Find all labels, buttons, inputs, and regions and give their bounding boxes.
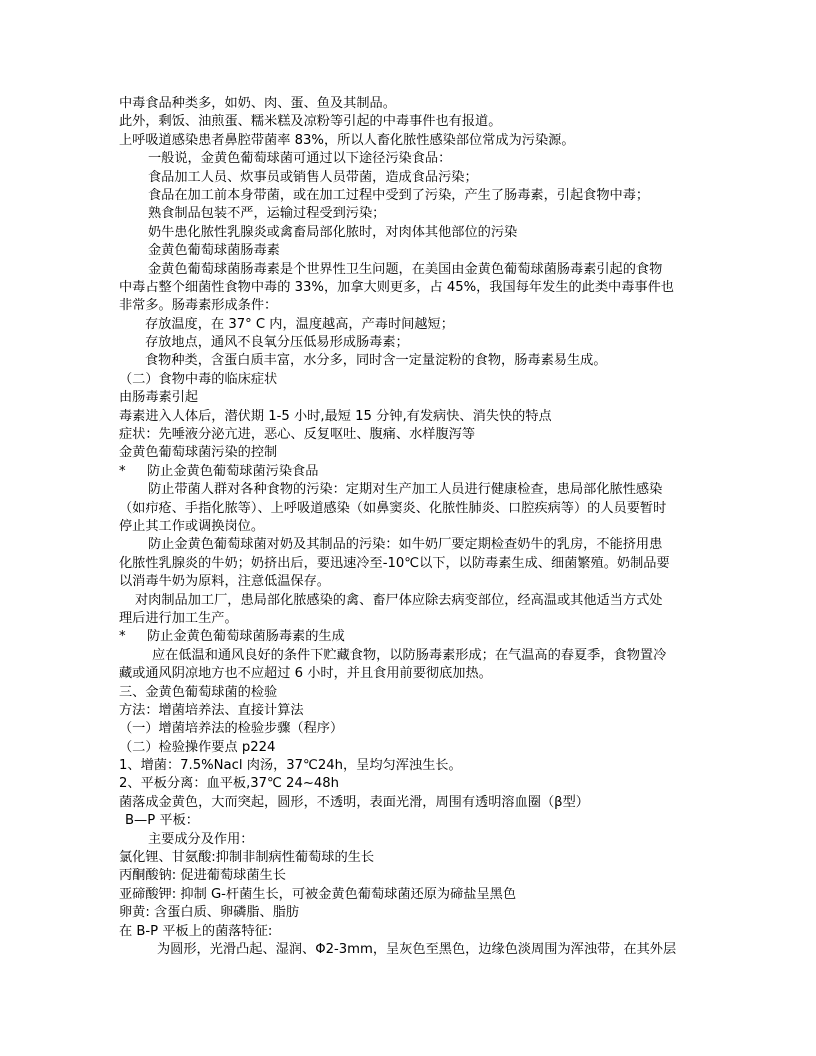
section-heading: 金黄色葡萄球菌肠毒素	[148, 243, 280, 259]
text-line: 非常多。肠毒素形成条件：	[119, 298, 278, 314]
section-heading: （二）食物中毒的临床症状	[119, 371, 278, 387]
text-line: 上呼吸道感染患者鼻腔带菌率 83%，所以人畜化脓性感染部位常成为污染源。	[119, 132, 575, 148]
text-line: 卵黄: 含蛋白质、卵磷脂、脂肪	[119, 905, 300, 921]
text-line: 理后进行加工生产。	[119, 610, 238, 626]
section-heading: 金黄色葡萄球菌污染的控制	[119, 445, 278, 461]
text-line: （如疖疮、手指化脓等）、上呼吸道感染（如鼻窦炎、化脓性肺炎、口腔疾病等）的人员要暂时	[119, 500, 667, 516]
text-line: 食品加工人员、炊事员或销售人员带菌，造成食品污染；	[148, 169, 478, 185]
text-line: 存放温度，在 37° C 内，温度越高，产毒时间越短；	[145, 316, 454, 332]
text-line: 由肠毒素引起	[119, 390, 199, 406]
text-line: 此外，剩饭、油煎蛋、糯米糕及凉粉等引起的中毒事件也有报道。	[119, 114, 502, 130]
text-line: 奶牛患化脓性乳腺炎或禽畜局部化脓时，对肉体其他部位的污染	[148, 224, 518, 240]
text-line: 亚碲酸钾: 抑制 G-杆菌生长，可被金黄色葡萄球菌还原为碲盐呈黑色	[119, 886, 517, 902]
text-line: 应在低温和通风良好的条件下贮藏食物，以防肠毒素形成；在气温高的春夏季，食物置冷	[152, 647, 667, 663]
text-line: 食品在加工前本身带菌，或在加工过程中受到了污染，产生了肠毒素，引起食物中毒；	[148, 187, 650, 203]
text-line: 中毒占整个细菌性食物中毒的 33%，加拿大则更多，占 45%，我国每年发生的此类中毒事件也	[119, 279, 674, 295]
text-line: 2、平板分离：血平板,37℃ 24~48h	[119, 776, 340, 792]
text-line: （二）检验操作要点 p224	[119, 739, 276, 755]
bullet-marker: *	[119, 463, 126, 479]
text-line: 一般说，金黄色葡萄球菌可通过以下途径污染食品：	[148, 151, 452, 167]
text-line: 存放地点，通风不良氧分压低易形成肠毒素；	[145, 335, 409, 351]
text-line: 熟食制品包装不严，运输过程受到污染；	[148, 206, 386, 222]
text-line: 方法：增菌培养法、直接计算法	[119, 702, 304, 718]
bullet-text: 防止金黄色葡萄球菌污染食品	[147, 463, 319, 479]
bullet-line	[119, 628, 709, 646]
text-line: 症状：先唾液分泌亢进，恶心、反复呕吐、腹痛、水样腹泻等	[119, 427, 476, 443]
text-line: 对肉制品加工厂，患局部化脓感染的禽、畜尸体应除去病变部位，经高温或其他适当方式处	[135, 592, 663, 608]
text-line: B—P 平板：	[125, 813, 199, 829]
bullet-line	[119, 463, 709, 481]
text-line: 化脓性乳腺炎的牛奶；奶挤出后，要迅速冷至-10℃以下，以防毒素生成、细菌繁殖。奶制品要	[119, 555, 670, 571]
text-line: 以消毒牛奶为原料，注意低温保存。	[119, 574, 330, 590]
text-line: 防止带菌人群对各种食物的污染：定期对生产加工人员进行健康检查，患局部化脓性感染	[148, 482, 663, 498]
text-line: 停止其工作或调换岗位。	[119, 518, 265, 534]
text-line: 防止金黄色葡萄球菌对奶及其制品的污染：如牛奶厂要定期检查奶牛的乳房，不能挤用患	[148, 537, 663, 553]
text-line: 金黄色葡萄球菌肠毒素是个世界性卫生问题，在美国由金黄色葡萄球菌肠毒素引起的食物	[148, 261, 663, 277]
text-line: 中毒食品种类多，如奶、肉、蛋、鱼及其制品。	[119, 96, 396, 111]
text-line: 为圆形，光滑凸起、湿润、Φ2-3mm，呈灰色至黑色，边缘色淡周围为浑浊带，在其外层	[157, 941, 677, 957]
text-line: （一）增菌培养法的检验步骤（程序）	[119, 721, 344, 737]
text-line: 菌落成金黄色，大而突起，圆形，不透明，表面光滑，周围有透明溶血圈（β型）	[119, 794, 589, 810]
text-line: 在 B-P 平板上的菌落特征:	[119, 923, 273, 939]
document-page	[119, 95, 709, 959]
bullet-text: 防止金黄色葡萄球菌肠毒素的生成	[147, 629, 345, 645]
section-heading: 三、金黄色葡萄球菌的检验	[119, 684, 278, 700]
text-line: 主要成分及作用：	[148, 831, 254, 847]
text-line: 藏或通风阴凉地方也不应超过 6 小时，并且食用前要彻底加热。	[119, 666, 492, 682]
text-line: 毒素进入人体后，潜伏期 1-5 小时,最短 15 分钟,有发病快、消失快的特点	[119, 408, 552, 424]
text-line: 氯化锂、甘氨酸:抑制非制病性葡萄球的生长	[119, 850, 375, 866]
text-line: 1、增菌：7.5%Nacl 肉汤，37℃24h，呈均匀浑浊生长。	[119, 758, 462, 774]
bullet-marker: *	[119, 629, 126, 645]
text-line: 食物种类，含蛋白质丰富，水分多，同时含一定量淀粉的食物，肠毒素易生成。	[145, 353, 607, 369]
text-line: 丙酮酸钠: 促进葡萄球菌生长	[119, 868, 286, 884]
